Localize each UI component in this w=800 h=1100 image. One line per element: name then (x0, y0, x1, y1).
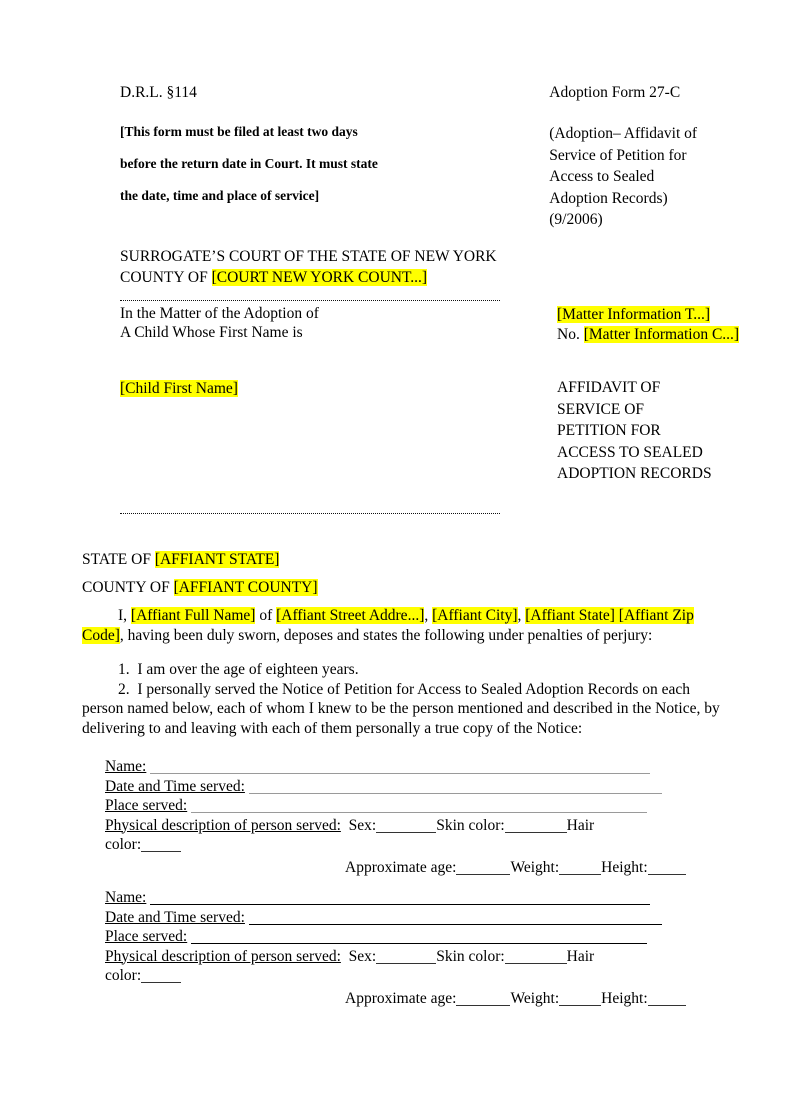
affiant-city-value[interactable]: [Affiant City] (432, 607, 518, 624)
service-2-skin-field[interactable] (505, 951, 567, 964)
numbered-item-2-number: 2. (118, 680, 130, 698)
header-left-column (120, 84, 549, 212)
service-1-weight-field[interactable] (559, 862, 601, 875)
service-1-sex-label: Sex: (348, 816, 377, 834)
affidavit-title-line-1: AFFIDAVIT OF (557, 379, 661, 396)
service-1-skin-field[interactable] (505, 820, 567, 833)
case-caption (120, 305, 740, 485)
form-revision-date: (9/2006) (549, 211, 603, 228)
service-1-physical-label: Physical description of person served: (105, 816, 341, 834)
caption-divider-top (120, 300, 500, 301)
service-2-physical-line (105, 947, 735, 967)
service-2-name-line (105, 888, 735, 908)
form-description-line-3: Access to Sealed (549, 168, 655, 185)
service-1-skin-label: Skin color: (436, 816, 505, 834)
service-1-height-label: Height: (601, 858, 648, 876)
document-header (120, 84, 720, 231)
service-2-age-line (105, 989, 735, 1009)
service-2-name-field[interactable] (150, 892, 650, 905)
service-2-sex-field[interactable] (376, 951, 436, 964)
affiant-state-label: STATE OF (82, 551, 155, 568)
service-1-physical-line (105, 816, 735, 836)
court-name: SURROGATE’S COURT OF THE STATE OF NEW YORK (120, 248, 497, 265)
service-1-place-label: Place served: (105, 797, 188, 814)
caption-left-column (120, 305, 557, 399)
court-county-value[interactable]: [COURT NEW YORK COUNT...] (211, 268, 428, 286)
filing-note (120, 116, 549, 212)
service-2-physical-label: Physical description of person served: (105, 947, 341, 965)
court-county-line (120, 268, 740, 289)
affidavit-title-line-4: ACCESS TO SEALED (557, 443, 703, 461)
service-1-datetime-field[interactable] (249, 781, 662, 794)
service-2-age-field[interactable] (456, 993, 510, 1006)
service-2-weight-field[interactable] (559, 993, 601, 1006)
service-2-weight-label: Weight: (510, 989, 560, 1007)
service-1-name-label: Name: (105, 758, 147, 775)
numbered-item-1-text: I am over the age of eighteen years. (137, 661, 359, 678)
service-2-datetime-label: Date and Time served: (105, 908, 245, 926)
service-1-height-field[interactable] (648, 862, 686, 875)
affiant-county-label: COUNTY OF (82, 579, 174, 596)
numbered-item-2-text: I personally served the Notice of Petition for Access to Sealed Adoption Records on each person named below, each of whom I knew to be the person mentioned and described in the Notice, by delivering to and leaving with each of them personally a true copy of the Notice: (82, 680, 720, 737)
statute-reference: D.R.L. §114 (120, 84, 197, 101)
file-number-value[interactable]: [Matter Information C...] (583, 325, 740, 343)
filing-note-line-2: before the return date in Court. It must state (120, 156, 378, 171)
service-1-age-label: Approximate age: (345, 858, 457, 876)
service-2-sex-label: Sex: (348, 947, 377, 965)
court-heading (120, 247, 740, 288)
service-1-name-field[interactable] (150, 761, 650, 774)
service-1-age-line (105, 858, 735, 878)
service-1-haircolor-label: color: (105, 836, 142, 853)
service-2-name-label: Name: (105, 889, 147, 906)
affiant-street-address-value[interactable]: [Affiant Street Addre...] (276, 607, 425, 624)
service-1-sex-field[interactable] (376, 820, 436, 833)
caption-divider-bottom (120, 513, 500, 514)
header-right-column (549, 84, 720, 231)
affiant-full-name-value[interactable]: [Affiant Full Name] (130, 607, 256, 624)
child-first-name-value[interactable]: [Child First Name] (120, 380, 238, 397)
service-1-place-field[interactable] (191, 800, 647, 813)
affiant-state-value-2[interactable]: [Affiant State] (525, 607, 615, 624)
affiant-county-line (82, 574, 732, 602)
affidavit-title (557, 377, 740, 485)
service-1-hair-label: Hair (566, 816, 595, 834)
affiant-state-value[interactable]: [AFFIANT STATE] (154, 551, 280, 568)
service-2-age-label: Approximate age: (345, 989, 457, 1007)
affiant-para-tail: , having been duly sworn, deposes and states the following under penalties of perjury: (119, 626, 653, 644)
service-1-place-line (105, 796, 735, 816)
court-county-label: COUNTY OF (120, 268, 212, 286)
service-2-place-field[interactable] (191, 931, 647, 944)
service-1-datetime-line (105, 777, 735, 797)
file-number-row (557, 325, 740, 345)
service-2-datetime-field[interactable] (249, 912, 662, 925)
affidavit-title-line-2: SERVICE OF (557, 400, 645, 418)
affiant-comma-2: , (517, 607, 526, 624)
service-2-height-field[interactable] (648, 993, 686, 1006)
child-first-name-row (120, 380, 557, 399)
affiant-para-intro: I, (118, 607, 131, 624)
matter-type-value[interactable]: [Matter Information T...] (557, 306, 711, 323)
affidavit-title-line-3: PETITION FOR (557, 422, 661, 439)
service-1-name-line (105, 757, 735, 777)
form-number: Adoption Form 27-C (549, 84, 681, 101)
service-2-place-line (105, 927, 735, 947)
service-2-haircolor-label: color: (105, 967, 142, 984)
caption-right-column (557, 305, 740, 485)
affiant-of-text: of (255, 607, 277, 624)
file-number-label: No. (557, 325, 584, 343)
affiant-county-value[interactable]: [AFFIANT COUNTY] (173, 579, 318, 596)
service-block-1 (105, 757, 735, 877)
service-1-datetime-label: Date and Time served: (105, 777, 245, 795)
service-2-hair-label: Hair (566, 947, 595, 965)
service-2-place-label: Place served: (105, 928, 188, 945)
filing-note-line-3: the date, time and place of service] (120, 188, 320, 203)
service-2-datetime-line (105, 908, 735, 928)
affiant-zip-value[interactable]: [Affiant Zip Code] (82, 607, 694, 644)
form-description (549, 123, 720, 231)
affiant-section (82, 546, 732, 645)
filing-note-line-1: [This form must be filed at least two days (120, 124, 358, 139)
matter-line-2: A Child Whose First Name is (120, 323, 303, 341)
service-2-height-label: Height: (601, 989, 648, 1007)
service-1-weight-label: Weight: (510, 858, 560, 876)
form-description-line-4: Adoption Records) (549, 189, 668, 207)
form-description-line-2: Service of Petition for (549, 146, 687, 164)
affiant-state-line (82, 546, 732, 574)
affidavit-title-line-5: ADOPTION RECORDS (557, 465, 712, 482)
service-2-haircolor-field[interactable] (141, 970, 181, 983)
numbered-item-1 (82, 660, 732, 680)
numbered-item-1-number: 1. (118, 661, 130, 678)
service-1-age-field[interactable] (456, 862, 510, 875)
numbered-statements (82, 660, 732, 738)
service-2-haircolor-line (105, 966, 735, 986)
service-block-2 (105, 888, 735, 1008)
affiant-comma-1: , (424, 607, 433, 624)
service-2-skin-label: Skin color: (436, 947, 505, 965)
matter-line-1: In the Matter of the Adoption of (120, 305, 319, 322)
affiant-statement-paragraph (82, 606, 732, 645)
form-description-line-1: (Adoption– Affidavit of (549, 125, 698, 142)
numbered-item-2 (82, 680, 732, 739)
service-1-haircolor-line (105, 835, 735, 855)
matter-type-row (557, 305, 740, 325)
service-1-haircolor-field[interactable] (141, 839, 181, 852)
